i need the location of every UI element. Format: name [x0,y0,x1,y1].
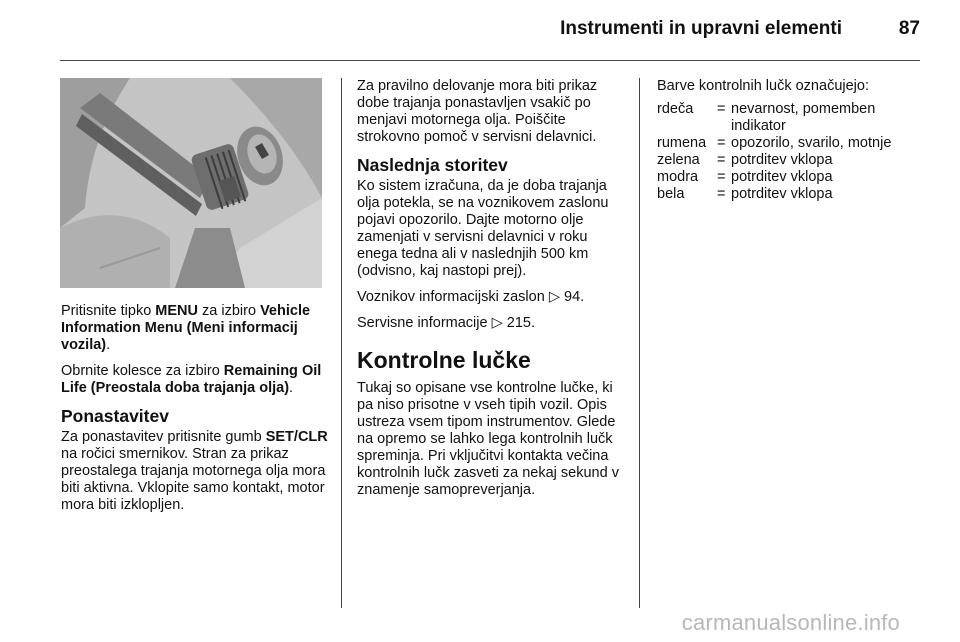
text: za izbiro [198,303,257,319]
paragraph-next-service: Ko sistem izračuna, da je doba trajanja olja potekla, se na voznikovem zaslonu pojavi opozorilo. Dajte motorno olje zamenjati v servisni delavnici v roku enega tedna ali v naslednjih 500 km (odvisno, kaj nastopi prej). [357,178,609,279]
paragraph-remaining-oil [61,363,329,397]
text: . [530,315,535,331]
color-legend [657,101,925,203]
legend-meaning: potrditev vklopa [731,186,833,202]
text: . [289,380,294,396]
legend-intro: Barve kontrolnih lučk označujejo: [657,78,869,94]
legend-color: zelena [657,152,700,168]
paragraph-warning-lights: Tukaj so opisane vse kontrolne lučke, ki pa niso prisotne v vseh tipih vozil. Opis ustreza vsem tipom instrumentov. Glede na opremo se lahko lega kontrolnih lučk spreminja. Pri vključitvi kontakta večina kontrolnih lučk zasveti za nekaj sekund v znamenje samopreverjanja. [357,380,619,498]
section-heading-next-service: Naslednja storitev [357,155,508,175]
paragraph-menu [61,303,329,354]
page-header-title: Instrumenti in upravni elementi [560,18,842,39]
button-name-menu: MENU [155,303,198,319]
legend-color: rdeča [657,101,694,117]
legend-color: bela [657,186,685,202]
legend-meaning: potrditev vklopa [731,169,833,185]
column-left [61,303,329,523]
page-reference[interactable]: 215 [506,315,531,331]
legend-meaning: nevarnost, pomemben indikator [731,101,876,134]
paragraph-reset [61,429,329,514]
text: Za ponastavitev pritisnite gumb [61,429,266,445]
section-heading-reset: Ponastavitev [61,406,169,426]
legend-color: modra [657,169,699,185]
legend-meaning: potrditev vklopa [731,152,833,168]
page-ref-arrow-icon: ▷ [491,315,503,331]
paragraph-ref-service-info [357,315,625,332]
page-ref-arrow-icon: ▷ [548,289,560,305]
text: Obrnite kolesce za izbiro [61,363,224,379]
text: Voznikov informacijski zaslon [357,289,549,305]
menu-item-name: Remaining Oil Life (Preostala doba trajanja olja) [61,363,322,396]
header-divider [60,60,920,61]
text: Pritisnite tipko [61,303,156,319]
column-right [657,78,925,203]
button-name-setclr: SET/CLR [265,429,328,445]
text: . [106,337,111,353]
text: Servisne informacije [357,315,492,331]
legend-equals: = [717,101,726,117]
watermark: carmanualsonline.info [681,610,900,635]
page-reference[interactable]: 94 [564,289,581,305]
legend-equals: = [717,152,726,168]
stalk-switch-photo [60,78,322,288]
text: . [580,289,585,305]
stalk-switch-illustration [60,78,322,288]
page-number: 87 [898,18,920,39]
legend-equals: = [717,169,726,185]
section-heading-warning-lights: Kontrolne lučke [357,347,531,373]
paragraph-reset-note: Za pravilno delovanje mora biti prikaz dobe trajanja ponastavljen vsakič po menjavi motornega olja. Poiščite strokovno pomoč v servisni delavnici. [357,78,598,145]
column-middle [357,78,625,508]
legend-color: rumena [657,135,707,151]
text: na ročici smernikov. Stran za prikaz preostalega trajanja motornega olja mora biti aktivna. Vklopite samo kontakt, motor mora biti izklopljen. [61,446,326,513]
paragraph-ref-driver-info [357,289,625,306]
legend-meaning: opozorilo, svarilo, motnje [731,135,892,151]
column-divider-1 [341,78,342,608]
legend-equals: = [717,186,726,202]
legend-equals: = [717,135,726,151]
column-divider-2 [639,78,640,608]
menu-name: Vehicle Information Menu (Meni informacij vozila) [61,303,311,353]
